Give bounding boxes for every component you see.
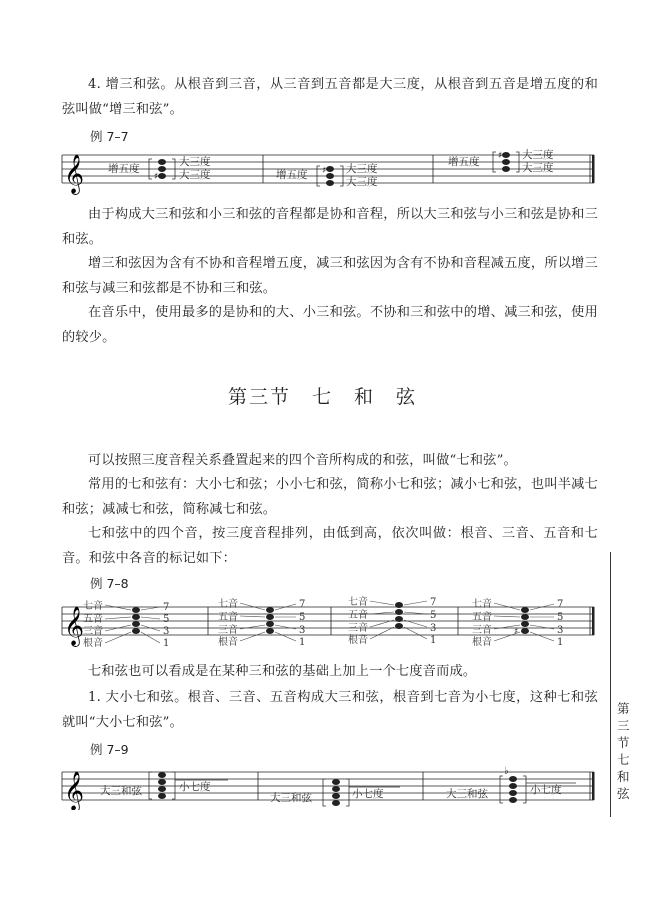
example-label-7-8: 例 7–8 — [90, 576, 129, 591]
svg-text:♯: ♯ — [154, 172, 159, 182]
svg-text:1: 1 — [430, 635, 437, 646]
svg-text:♯: ♯ — [514, 627, 519, 637]
ex79-triad-1: 大三和弦 — [100, 785, 142, 797]
ex77-label-maj3-1a: 大三度 — [179, 156, 211, 168]
svg-text:根音: 根音 — [472, 637, 492, 648]
svg-text:五音: 五音 — [83, 614, 103, 625]
ex77-label-aug5-2: 增五度 — [276, 169, 308, 181]
paragraph-dissonant-triads: 增三和弦因为含有不协和音程增五度，减三和弦因为含有不协和音程减五度，所以增三和弦与减三和弦都是不协和三和弦。 — [62, 256, 598, 296]
svg-text:7: 7 — [557, 599, 564, 610]
svg-text:根音: 根音 — [83, 638, 103, 649]
ex79-triad-2: 大三和弦 — [270, 792, 312, 804]
svg-text:三音: 三音 — [472, 625, 492, 636]
ex77-label-aug5-3: 增五度 — [448, 156, 480, 168]
svg-text:三音: 三音 — [83, 626, 103, 637]
staff-example-7-9 — [48, 760, 596, 810]
ex79-min7-3: 小七度 — [530, 784, 562, 796]
ex77-label-maj3-3b: 大三度 — [522, 162, 554, 174]
svg-text:1: 1 — [163, 638, 170, 649]
paragraph-consonant-triads: 由于构成大三和弦和小三和弦的音程都是协和音程，所以大三和弦与小三和弦是协和三和弦。 — [62, 207, 598, 247]
example-label-7-7: 例 7–7 — [90, 129, 129, 144]
side-tab-label: 第三节 七和弦 — [617, 701, 643, 801]
svg-text:五音: 五音 — [218, 612, 238, 623]
treble-clef-icon: 𝄞 — [64, 606, 85, 646]
svg-text:根音: 根音 — [348, 635, 368, 646]
svg-text:5: 5 — [430, 610, 437, 621]
svg-text:5: 5 — [299, 612, 306, 623]
svg-text:七音: 七音 — [472, 599, 492, 610]
svg-text:5: 5 — [163, 614, 170, 625]
paragraph-seventh-chord-definition: 可以按照三度音程关系叠置起来的四个音所构成的和弦，叫做“七和弦”。 — [88, 453, 517, 468]
svg-text:3: 3 — [163, 626, 170, 637]
paragraph-augmented-triad: 4. 增三和弦。从根音到三音，从三音到五音都是大三度，从根音到五音是增五度的和弦叫做“增三和弦”。 — [62, 77, 598, 117]
svg-text:三音: 三音 — [348, 623, 368, 634]
paragraph-common-seventh-chords: 常用的七和弦有：大小七和弦；小小七和弦，简称小七和弦；减小七和弦，也叫半减七和弦；减减七和弦，简称减七和弦。 — [62, 477, 598, 517]
ex77-label-maj3-2a: 大三度 — [346, 163, 378, 175]
svg-text:七音: 七音 — [83, 601, 103, 612]
svg-text:7: 7 — [299, 599, 306, 610]
paragraph-seventh-as-triad-plus: 七和弦也可以看成是在某种三和弦的基础上加上一个七度音而成。 — [88, 664, 477, 679]
ex77-label-maj3-1b: 大三度 — [179, 169, 211, 181]
svg-text:♯: ♯ — [322, 166, 327, 176]
svg-text:♯: ♯ — [498, 151, 503, 161]
svg-text:五音: 五音 — [348, 610, 368, 621]
svg-text:5: 5 — [557, 612, 564, 623]
side-tab-divider — [610, 552, 611, 817]
svg-text:3: 3 — [299, 625, 306, 636]
paragraph-usage: 在音乐中，使用最多的是协和的大、小三和弦。不协和三和弦中的增、减三和弦，使用的较少。 — [62, 305, 598, 345]
svg-text:三音: 三音 — [218, 625, 238, 636]
staff-example-7-7 — [48, 145, 596, 195]
treble-clef-icon: 𝄞 — [64, 771, 85, 810]
svg-text:1: 1 — [299, 637, 306, 648]
svg-text:1: 1 — [557, 637, 564, 648]
treble-clef-icon: 𝄞 — [64, 154, 85, 194]
staff-example-7-8 — [48, 595, 596, 650]
svg-text:♭: ♭ — [504, 766, 509, 777]
example-label-7-9: 例 7–9 — [90, 742, 129, 757]
svg-text:五音: 五音 — [472, 612, 492, 623]
paragraph-chord-tones: 七和弦中的四个音，按三度音程排列，由低到高，依次叫做：根音、三音、五音和七音。和弦中各音的标记如下： — [62, 526, 598, 566]
ex79-min7-2: 小七度 — [352, 788, 384, 800]
svg-text:七音: 七音 — [348, 597, 368, 608]
svg-text:3: 3 — [557, 625, 564, 636]
ex79-min7-1: 小七度 — [179, 781, 211, 793]
svg-text:3: 3 — [430, 623, 437, 634]
svg-text:根音: 根音 — [218, 637, 238, 648]
svg-text:7: 7 — [163, 602, 170, 613]
ex77-label-aug5-1: 增五度 — [108, 163, 140, 175]
svg-text:七音: 七音 — [218, 599, 238, 610]
ex79-triad-3: 大三和弦 — [446, 788, 488, 800]
svg-text:7: 7 — [430, 597, 437, 608]
paragraph-major-minor-seventh: 1. 大小七和弦。根音、三音、五音构成大三和弦，根音到七音为小七度，这种七和弦就叫“大小七和弦”。 — [62, 690, 598, 730]
section-heading: 第三节 七 和 弦 — [227, 386, 417, 408]
ex77-label-maj3-2b: 大三度 — [346, 176, 378, 188]
ex77-label-maj3-3a: 大三度 — [522, 149, 554, 161]
